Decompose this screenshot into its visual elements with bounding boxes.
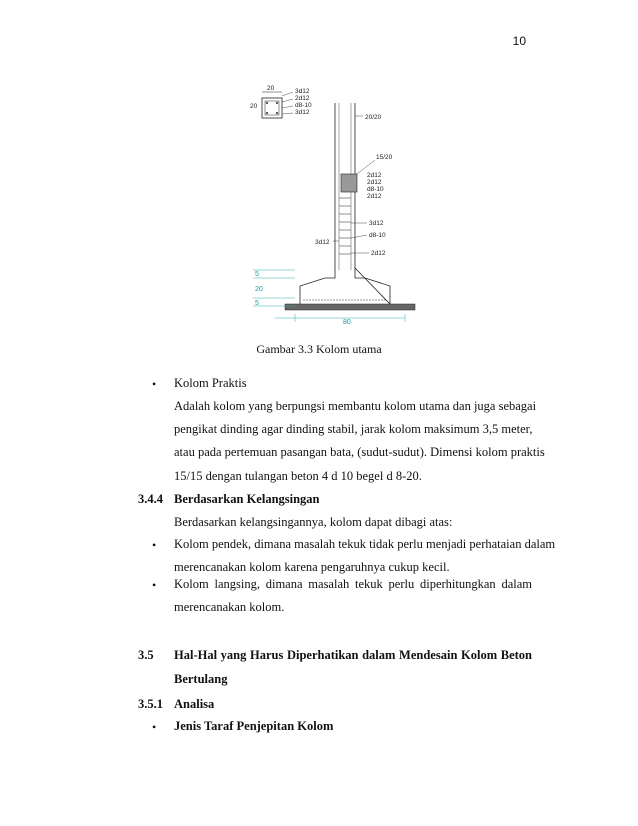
section-3-5-1-bullet: Jenis Taraf Penjepitan Kolom [174,719,334,733]
column-detail-figure [245,78,445,328]
label-2d12-b: 2d12 [367,179,382,186]
page-number: 10 [512,34,526,48]
label-3d12-left: 3d12 [315,239,330,246]
label-d8-10-mid: d8-10 [367,186,384,193]
dim-side-20: 20 [250,103,258,110]
dim-20: 20 [255,286,263,293]
bullet-dot: • [152,578,157,592]
section-3-5-title-line-1: Hal-Hal yang Harus Diperhatikan dalam Mendesain Kolom Beton [174,648,532,662]
label-2d12-a: 2d12 [367,172,382,179]
section-3-5-1-title: Analisa [174,697,215,711]
praktis-line-1: Adalah kolom yang berpungsi membantu kolom utama dan juga sebagai [174,399,537,413]
ground-slab [285,304,415,310]
praktis-line-3: atau pada pertemuan pasangan bata, (sudut-sudut). Dimensi kolom praktis [174,445,545,459]
label-3d12-top: 3d12 [295,88,310,95]
section-3-4-4-intro: Berdasarkan kelangsingannya, kolom dapat dibagi atas: [174,515,453,529]
dim-5-b: 5 [255,300,259,307]
section-3-5-number: 3.5 [138,648,154,662]
label-d8-10-low: d8-10 [369,232,386,239]
figure-caption: Gambar 3.3 Kolom utama [256,342,382,356]
bullet-dot: • [152,377,157,391]
label-2d12-low: 2d12 [371,250,386,257]
bullet-dot: • [152,720,157,734]
dim-top-20: 20 [267,85,275,92]
kolom-langsing-line-1: Kolom langsing, dimana masalah tekuk perlu diperhitungkan dalam [174,577,532,591]
bullet-dot: • [152,538,157,552]
dim-5-a: 5 [255,271,259,278]
kolom-langsing-line-2: merencanakan kolom. [174,600,285,614]
footing [300,268,390,304]
section-3-4-4-number: 3.4.4 [138,492,163,506]
praktis-line-2: pengikat dinding agar dinding stabil, jarak kolom maksimum 3,5 meter, [174,422,533,436]
section-3-5-title-line-2: Bertulang [174,672,228,686]
label-20-20: 20/20 [365,114,382,121]
label-15-20: 15/20 [376,154,393,161]
label-3d12-mid: 3d12 [369,220,384,227]
dim-80: 80 [343,319,351,326]
mid-section [341,174,357,192]
praktis-title: Kolom Praktis [174,376,247,390]
section-3-4-4-title: Berdasarkan Kelangsingan [174,492,320,506]
label-2d12-top: 2d12 [295,95,310,102]
label-3d12-top2: 3d12 [295,109,310,116]
label-d8-10-top: d8-10 [295,102,312,109]
label-2d12-c: 2d12 [367,193,382,200]
kolom-pendek-line-2: merencanakan kolom karena pengaruhnya cukup kecil. [174,560,450,574]
section-3-5-1-number: 3.5.1 [138,697,163,711]
praktis-line-4: 15/15 dengan tulangan beton 4 d 10 begel d 8-20. [174,469,422,483]
kolom-pendek-line-1: Kolom pendek, dimana masalah tekuk tidak perlu menjadi perhataian dalam [174,537,556,551]
